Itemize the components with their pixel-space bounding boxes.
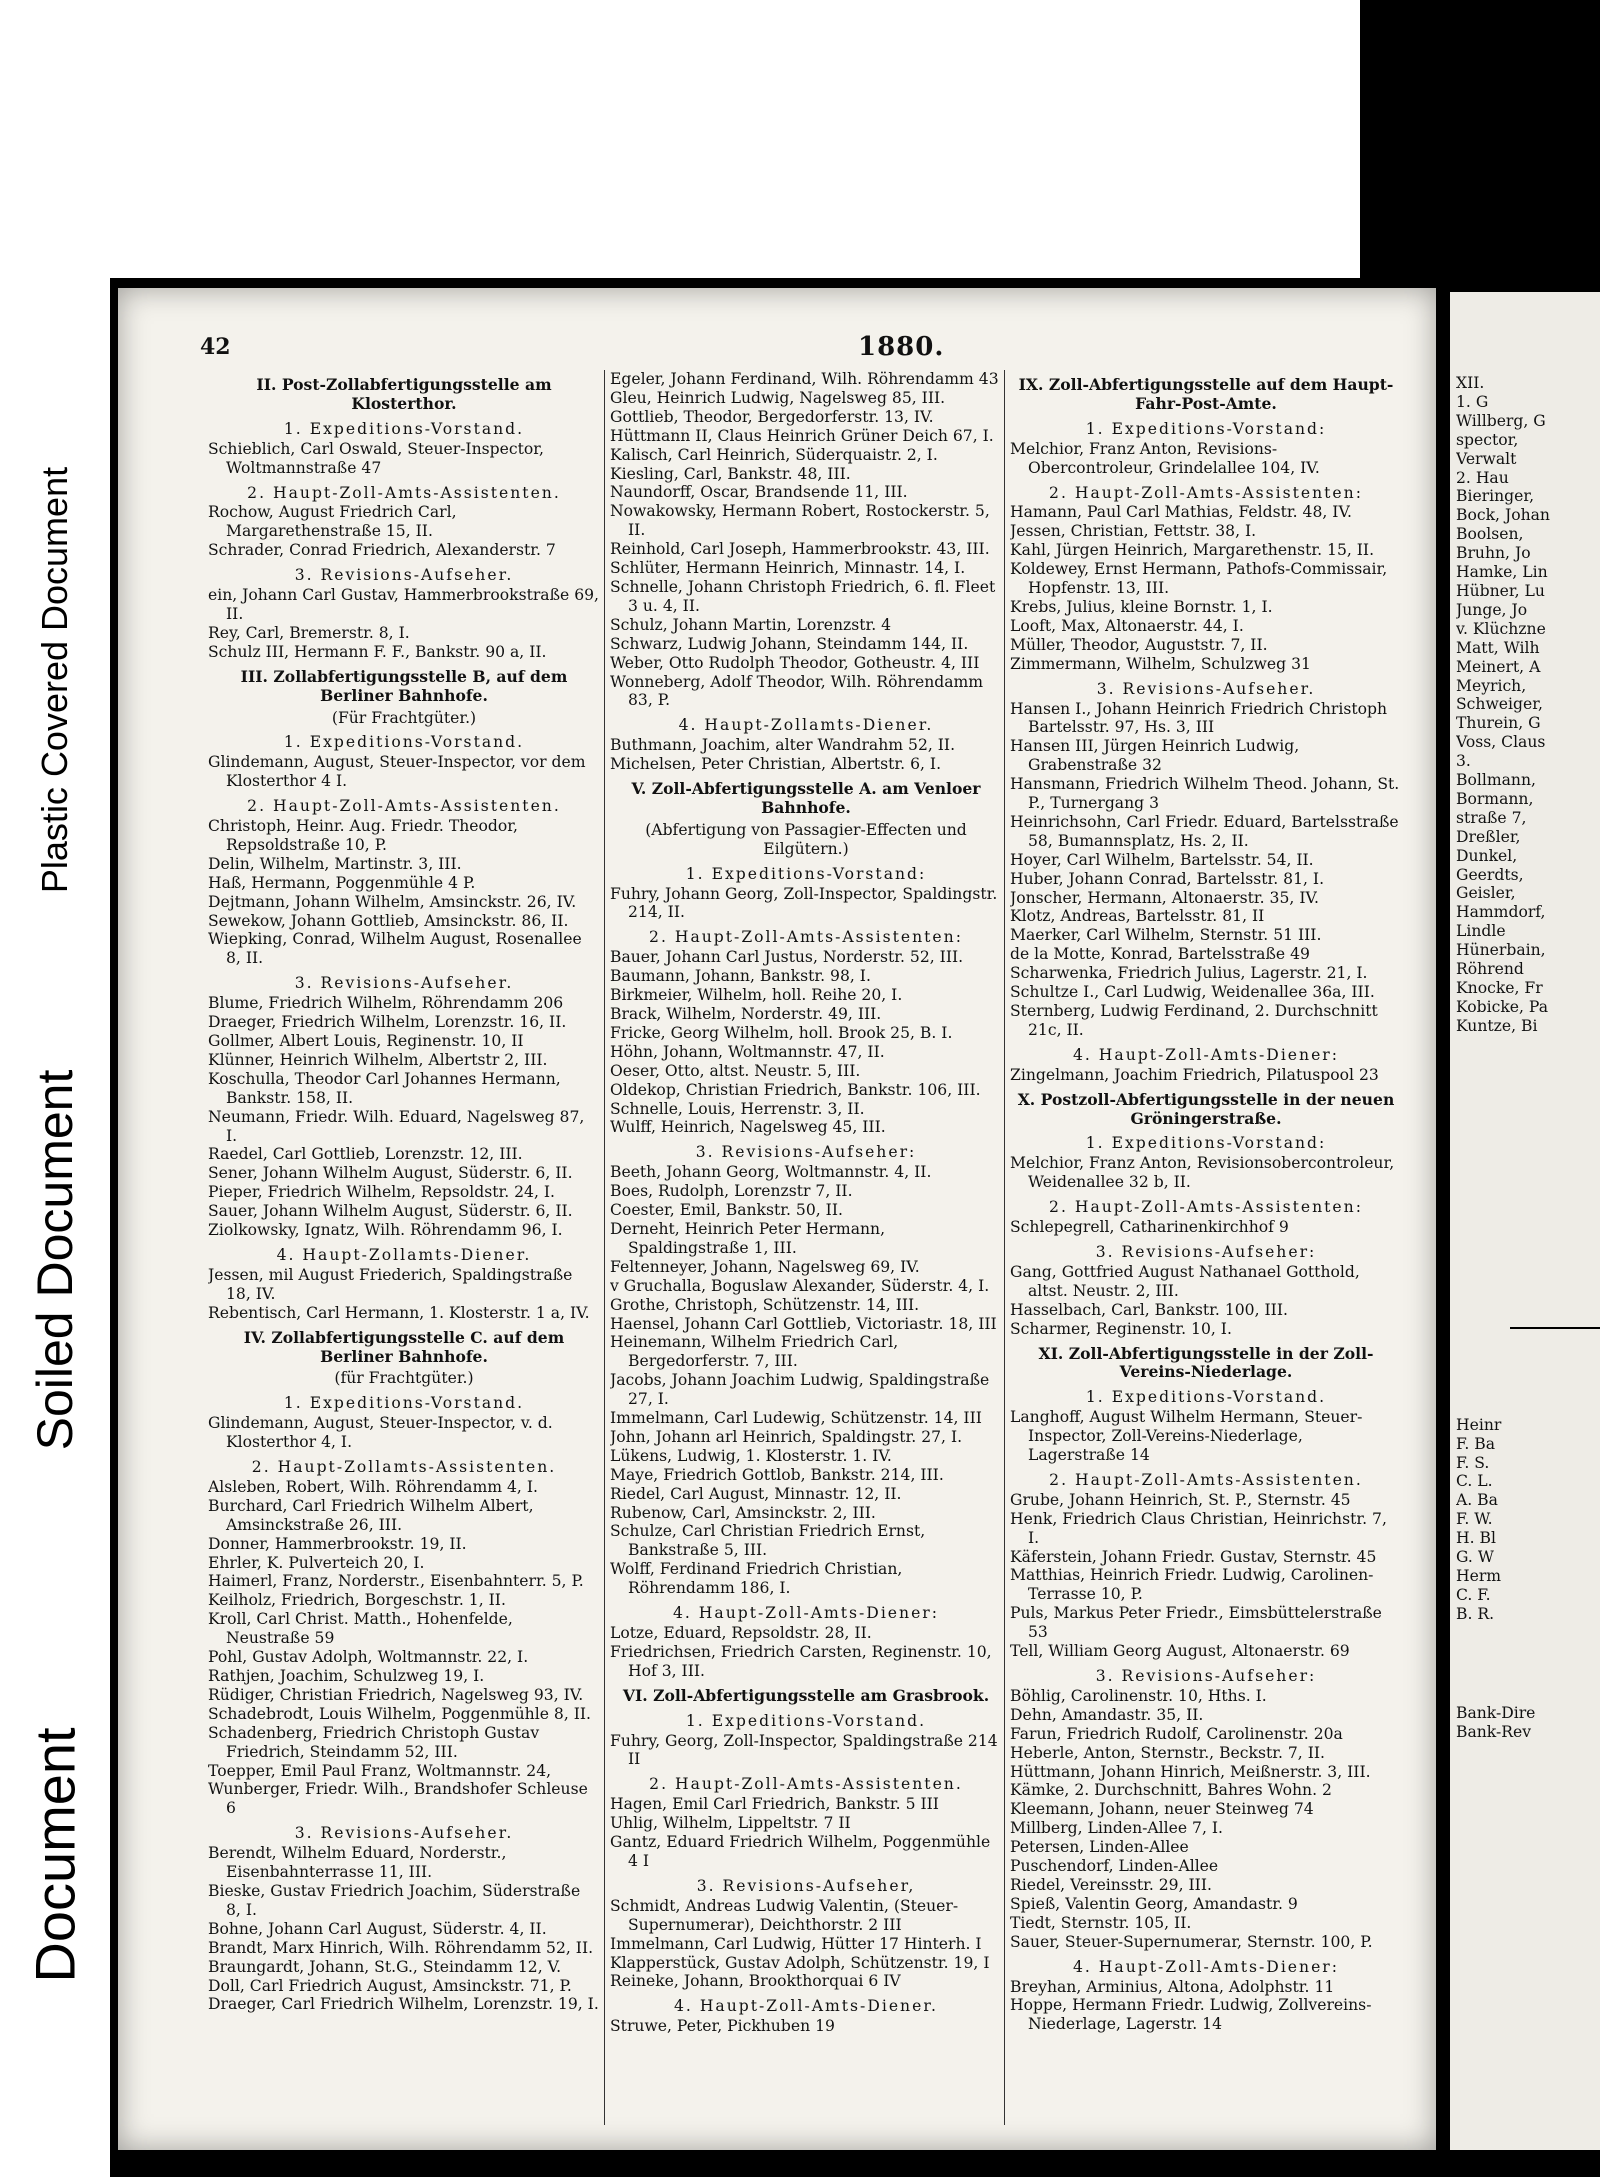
- directory-entry: Feltenneyer, Johann, Nagelsweg 69, IV.: [610, 1257, 920, 1276]
- adjacent-page-fragment: C. F.: [1456, 1585, 1491, 1604]
- subsection-heading: 3. Revisions-Aufseher.: [294, 1824, 514, 1843]
- directory-entry: Langhoff, August Wilhelm Hermann, Steuer-Inspector, Zoll-Vereins-Niederlage, Lagerstraße 14: [1010, 1408, 1363, 1465]
- directory-entry: ein, Johann Carl Gustav, Hammerbrookstraße 69, II.: [208, 586, 599, 623]
- adjacent-page-fragment: Geerdts,: [1456, 865, 1524, 884]
- section-title: III. Zollabfertigungsstelle B, auf dem Berliner Bahnhofe.: [240, 666, 568, 705]
- directory-entry: Jacobs, Johann Joachim Ludwig, Spaldingstraße 27, I.: [610, 1371, 990, 1409]
- directory-entry: Haimerl, Franz, Norderstr., Eisenbahnterr. 5, P.: [208, 1572, 584, 1591]
- adjacent-page-fragment: Verwalt: [1456, 449, 1517, 468]
- directory-entry: Hoyer, Carl Wilhelm, Bartelsstr. 54, II.: [1010, 850, 1314, 869]
- section-title: IV. Zollabfertigungsstelle C. auf dem Berliner Bahnhofe.: [243, 1327, 565, 1366]
- directory-entry: Schulze, Carl Christian Friedrich Ernst, Bankstraße 5, III.: [610, 1522, 926, 1560]
- directory-entry: Koschulla, Theodor Carl Johannes Hermann, Bankstr. 158, II.: [208, 1069, 561, 1107]
- directory-entry: Puls, Markus Peter Friedr., Eimsbüttelerstraße 53: [1010, 1604, 1382, 1642]
- directory-entry: Kämke, 2. Durchschnitt, Bahres Wohn. 2: [1010, 1781, 1332, 1800]
- column-divider: [604, 370, 605, 2125]
- directory-entry: Scharmer, Reginenstr. 10, I.: [1010, 1319, 1232, 1338]
- directory-entry: Grube, Johann Heinrich, St. P., Sternstr. 45: [1010, 1490, 1351, 1509]
- adjacent-page-fragment: F. S.: [1456, 1453, 1490, 1472]
- directory-entry: Coester, Emil, Bankstr. 50, II.: [610, 1201, 843, 1220]
- adjacent-page-fragments: [1456, 374, 1600, 1742]
- directory-entry: Egeler, Johann Ferdinand, Wilh. Röhrendamm 43: [610, 370, 999, 388]
- adjacent-page-fragment: B. R.: [1456, 1604, 1495, 1623]
- subsection-heading: 4. Haupt-Zollamts-Diener.: [276, 1245, 532, 1264]
- directory-entry: Haß, Hermann, Poggenmühle 4 P.: [208, 873, 476, 892]
- subsection-heading: 2. Haupt-Zoll-Amts-Assistenten.: [247, 483, 561, 502]
- directory-entry: Jessen, mil August Friederich, Spaldingstraße 18, IV.: [208, 1265, 573, 1303]
- directory-entry: Müller, Theodor, Auguststr. 7, II.: [1010, 635, 1268, 654]
- section-note: (Für Frachtgüter.): [331, 708, 477, 727]
- adjacent-page-fragment: Voss, Claus: [1456, 733, 1546, 752]
- directory-entry: Riedel, Carl August, Minnastr. 12, II.: [610, 1484, 902, 1503]
- directory-entry: Ehrler, K. Pulverteich 20, I.: [208, 1553, 425, 1572]
- adjacent-page-fragment: F. Ba: [1456, 1434, 1496, 1453]
- directory-entry: Brandt, Marx Hinrich, Wilh. Röhrendamm 52, II.: [208, 1938, 594, 1957]
- adjacent-page-fragment: Bormann,: [1456, 789, 1534, 808]
- directory-entry: Zingelmann, Joachim Friedrich, Pilatuspool 23: [1010, 1065, 1379, 1084]
- directory-entry: Kroll, Carl Christ. Matth., Hohenfelde, Neustraße 59: [208, 1610, 513, 1648]
- section-title: V. Zoll-Abfertigungsstelle A. am Venloer Bahnhofe.: [631, 779, 981, 817]
- directory-entry: Fuhry, Georg, Zoll-Inspector, Spaldingstraße 214 II: [610, 1731, 998, 1769]
- directory-entry: Schulz III, Hermann F. F., Bankstr. 90 a, II.: [208, 642, 547, 661]
- directory-entry: John, Johann arl Heinrich, Spaldingstr. 27, I.: [610, 1427, 963, 1446]
- directory-entry: Schlepegrell, Catharinenkirchhof 9: [1010, 1218, 1289, 1237]
- directory-entry: Draeger, Carl Friedrich Wilhelm, Lorenzstr. 19, I.: [208, 1995, 599, 2014]
- subsection-heading: 3. Revisions-Aufseher:: [695, 1143, 917, 1162]
- directory-entry: Puschendorf, Linden-Allee: [1010, 1857, 1219, 1876]
- directory-entry: Schlüter, Hermann Heinrich, Minnastr. 14, I.: [610, 559, 966, 578]
- directory-entry: Uhlig, Wilhelm, Lippeltstr. 7 II: [610, 1814, 851, 1833]
- directory-entry: Kiesling, Carl, Bankstr. 48, III.: [610, 464, 851, 483]
- directory-entry: Wunberger, Friedr. Wilh., Brandshofer Schleuse 6: [208, 1780, 588, 1818]
- directory-entry: Reinhold, Carl Joseph, Hammerbrookstr. 43, III.: [610, 540, 990, 559]
- subsection-heading: 1. Expeditions-Vorstand.: [1085, 1388, 1327, 1407]
- directory-entry: Schulz, Johann Martin, Lorenzstr. 4: [610, 615, 892, 634]
- directory-entry: v Gruchalla, Boguslaw Alexander, Süderstr. 4, I.: [610, 1276, 990, 1295]
- directory-entry: Melchior, Franz Anton, Revisionsobercontroleur, Weidenallee 32 b, II.: [1010, 1154, 1395, 1192]
- directory-entry: Bauer, Johann Carl Justus, Norderstr. 52, III.: [610, 948, 964, 967]
- scan-label-strip: [0, 0, 110, 2177]
- directory-entry: Immelmann, Carl Ludewig, Schützenstr. 14, III: [610, 1409, 982, 1428]
- directory-entry: Kahl, Jürgen Heinrich, Margarethenstr. 15, II.: [1010, 541, 1375, 560]
- directory-entry: Hagen, Emil Carl Friedrich, Bankstr. 5 III: [610, 1795, 939, 1814]
- directory-entry: Looft, Max, Altonaerstr. 44, I.: [1010, 616, 1244, 635]
- directory-entry: Reineke, Johann, Brookthorquai 6 IV: [610, 1972, 901, 1991]
- directory-page: [118, 288, 1436, 2150]
- directory-entry: Weber, Otto Rudolph Theodor, Gotheustr. 4, III: [610, 653, 980, 672]
- directory-entry: Gleu, Heinrich Ludwig, Nagelsweg 85, III.: [610, 388, 946, 407]
- adjacent-page-fragment: Matt, Wilh: [1456, 638, 1540, 657]
- directory-entry: Scharwenka, Friedrich Julius, Lagerstr. 21, I.: [1010, 964, 1368, 983]
- adjacent-page-fragment: v. Klüchzne: [1456, 619, 1546, 638]
- directory-entry: Haensel, Johann Carl Gottlieb, Victoriastr. 18, III: [610, 1314, 997, 1333]
- soiled-document-label: Soiled Document: [27, 1069, 83, 1451]
- section-note: (Abfertigung von Passagier-Effecten und Eilgütern.): [645, 820, 967, 858]
- directory-entry: Heberle, Anton, Sternstr., Beckstr. 7, II.: [1010, 1743, 1325, 1762]
- adjacent-page-fragment: Hünerbain,: [1456, 941, 1546, 960]
- directory-entry: Birkmeier, Wilhelm, holl. Reihe 20, I.: [610, 986, 903, 1005]
- adjacent-page-fragment: Thurein, G: [1456, 714, 1541, 733]
- subsection-heading: 1. Expeditions-Vorstand.: [283, 419, 525, 438]
- directory-entry: Hansmann, Friedrich Wilhelm Theod. Johann, St. P., Turnergang 3: [1010, 775, 1400, 813]
- section-title: VI. Zoll-Abfertigungsstelle am Grasbrook.: [622, 1685, 990, 1705]
- adjacent-page-fragment: Bollmann,: [1456, 771, 1536, 790]
- subsection-heading: 1. Expeditions-Vorstand.: [283, 733, 525, 752]
- directory-entry: Klotz, Andreas, Bartelsstr. 81, II: [1010, 907, 1265, 926]
- directory-entry: Hansen I., Johann Heinrich Friedrich Christoph Bartelsstr. 97, Hs. 3, III: [1010, 699, 1387, 737]
- directory-entry: Berendt, Wilhelm Eduard, Norderstr., Eisenbahnterrasse 11, III.: [208, 1844, 507, 1882]
- directory-entry: Schmidt, Andreas Ludwig Valentin, (Steuer-Supernumerar), Deichthorstr. 2 III: [610, 1896, 959, 1934]
- subsection-heading: 4. Haupt-Zollamts-Diener.: [678, 716, 934, 735]
- adjacent-page-fragment: Heinr: [1456, 1415, 1502, 1434]
- column-1: [208, 370, 600, 2130]
- directory-entry: Grothe, Christoph, Schützenstr. 14, III.: [610, 1295, 920, 1314]
- directory-entry: Naundorff, Oscar, Brandsende 11, III.: [610, 483, 908, 502]
- directory-entry: Heinemann, Wilhelm Friedrich Carl, Bergedorferstr. 7, III.: [610, 1333, 899, 1371]
- subsection-heading: 1. Expeditions-Vorstand.: [283, 1394, 525, 1413]
- directory-entry: Hasselbach, Carl, Bankstr. 100, III.: [1010, 1300, 1288, 1319]
- directory-entry: Spieß, Valentin Georg, Amandastr. 9: [1010, 1894, 1298, 1913]
- directory-entry: Michelsen, Peter Christian, Albertstr. 6, I.: [610, 755, 942, 774]
- directory-entry: Gottlieb, Theodor, Bergedorferstr. 13, IV.: [610, 407, 934, 426]
- directory-entry: Glindemann, August, Steuer-Inspector, v. d. Klosterthor 4, I.: [208, 1414, 553, 1452]
- adjacent-page-fragment: 3.: [1456, 752, 1471, 771]
- directory-entry: Delin, Wilhelm, Martinstr. 3, III.: [208, 854, 462, 873]
- adjacent-page-fragment: Bank-Dire: [1456, 1703, 1536, 1722]
- subsection-heading: 4. Haupt-Zoll-Amts-Diener:: [1072, 1957, 1340, 1976]
- directory-entry: Friedrichsen, Friedrich Carsten, Reginenstr. 10, Hof 3, III.: [610, 1642, 992, 1680]
- subsection-heading: 2. Haupt-Zoll-Amts-Assistenten:: [649, 928, 963, 947]
- directory-entry: Doll, Carl Friedrich August, Amsinckstr. 71, P.: [208, 1976, 572, 1995]
- directory-entry: Kleemann, Johann, neuer Steinweg 74: [1010, 1800, 1314, 1819]
- directory-entry: Schadenberg, Friedrich Christoph Gustav Friedrich, Steindamm 52, III.: [208, 1723, 540, 1761]
- subsection-heading: 3. Revisions-Aufseher.: [1096, 679, 1316, 698]
- directory-entry: Boes, Rudolph, Lorenzstr 7, II.: [610, 1182, 853, 1201]
- directory-entry: Baumann, Johann, Bankstr. 98, I.: [610, 967, 871, 986]
- directory-entry: Neumann, Friedr. Wilh. Eduard, Nagelsweg 87, I.: [208, 1107, 585, 1145]
- directory-entry: Rathjen, Joachim, Schulzweg 19, I.: [208, 1667, 485, 1685]
- directory-entry: Pieper, Friedrich Wilhelm, Repsoldstr. 24, I.: [208, 1183, 556, 1202]
- subsection-heading: 2. Haupt-Zollamts-Assistenten.: [251, 1458, 557, 1477]
- directory-entry: Schnelle, Johann Christoph Friedrich, 6. fl. Fleet 3 u. 4, II.: [610, 577, 996, 615]
- directory-entry: Braungardt, Johann, St.G., Steindamm 12, V.: [208, 1957, 562, 1976]
- adjacent-page-fragment: G. W: [1456, 1548, 1494, 1567]
- directory-entry: Zimmermann, Wilhelm, Schulzweg 31: [1010, 654, 1311, 673]
- directory-entry: Matthias, Heinrich Friedr. Ludwig, Carolinen-Terrasse 10, P.: [1010, 1566, 1374, 1604]
- column-divider: [1004, 370, 1005, 2125]
- plastic-covered-label: Plastic Covered Document: [34, 466, 75, 894]
- directory-entry: Draeger, Friedrich Wilhelm, Lorenzstr. 16, II.: [208, 1013, 567, 1032]
- section-title: II. Post-Zollabfertigungsstelle am Klosterthor.: [256, 375, 552, 413]
- directory-entry: Glindemann, August, Steuer-Inspector, vor dem Klosterthor 4 I.: [208, 753, 586, 791]
- directory-entry: Klünner, Heinrich Wilhelm, Albertstr 2, III.: [208, 1050, 548, 1069]
- directory-entry: Ziolkowsky, Ignatz, Wilh. Röhrendamm 96, I.: [208, 1221, 563, 1240]
- directory-entry: Tell, William Georg August, Altonaerstr. 69: [1010, 1642, 1350, 1661]
- directory-entry: Schieblich, Carl Oswald, Steuer-Inspector, Woltmannstraße 47: [208, 439, 544, 477]
- directory-entry: Hamann, Paul Carl Mathias, Feldstr. 48, IV.: [1010, 503, 1352, 522]
- directory-entry: Lükens, Ludwig, 1. Klosterstr. 1. IV.: [610, 1446, 892, 1465]
- directory-entry: Oeser, Otto, altst. Neustr. 5, III.: [610, 1061, 861, 1080]
- subsection-heading: 3. Revisions-Aufseher:: [1095, 1667, 1317, 1685]
- directory-entry: Rochow, August Friedrich Carl, Margarethenstraße 15, II.: [208, 503, 457, 541]
- directory-entry: Hüttmann II, Claus Heinrich Grüner Deich 67, I.: [610, 426, 994, 445]
- directory-entry: Henk, Friedrich Claus Christian, Heinrichstr. 7, I.: [1010, 1509, 1387, 1547]
- adjacent-page-fragment: 1. G: [1456, 392, 1489, 411]
- directory-entry: Schadebrodt, Louis Wilhelm, Poggenmühle 8, II.: [208, 1704, 592, 1723]
- directory-entry: Sauer, Steuer-Supernumerar, Sternstr. 100, P.: [1010, 1932, 1373, 1951]
- directory-entry: Millberg, Linden-Allee 7, I.: [1010, 1819, 1223, 1838]
- directory-entry: Wulff, Heinrich, Nagelsweg 45, III.: [610, 1118, 886, 1137]
- directory-entry: Maye, Friedrich Gottlob, Bankstr. 214, III.: [610, 1465, 944, 1484]
- adjacent-page-fragment: Willberg, G: [1456, 411, 1546, 430]
- directory-entry: Rey, Carl, Bremerstr. 8, I.: [208, 623, 410, 642]
- directory-entry: Koldewey, Ernst Hermann, Pathofs-Commissair, Hopfenstr. 13, III.: [1010, 560, 1388, 598]
- directory-entry: Sewekow, Johann Gottlieb, Amsinckstr. 86, II.: [208, 911, 569, 930]
- directory-entry: Christoph, Heinr. Aug. Friedr. Theodor, Repsoldstraße 10, P.: [208, 817, 518, 854]
- adjacent-page-fragment: Schweiger,: [1456, 695, 1543, 714]
- adjacent-page-fragment: Geisler,: [1456, 884, 1516, 903]
- document-label: Document: [23, 1727, 87, 1983]
- adjacent-page-fragment: Kuntze, Bi: [1456, 1016, 1538, 1035]
- adjacent-page-fragment: Kobicke, Pa: [1456, 997, 1549, 1016]
- directory-entry: Jessen, Christian, Fettstr. 38, I.: [1010, 522, 1257, 541]
- directory-entry: Buthmann, Joachim, alter Wandrahm 52, II.: [610, 736, 956, 755]
- directory-entry: Schnelle, Louis, Herrenstr. 3, II.: [610, 1099, 865, 1118]
- adjacent-page-fragment: Hamke, Lin: [1456, 563, 1548, 582]
- directory-entry: Blume, Friedrich Wilhelm, Röhrendamm 206: [208, 994, 564, 1013]
- page-number: 42: [200, 334, 231, 360]
- directory-entry: Gantz, Eduard Friedrich Wilhelm, Poggenmühle 4 I: [610, 1833, 991, 1870]
- directory-entry: Huber, Johann Conrad, Bartelsstr. 81, I.: [1010, 869, 1325, 888]
- adjacent-page-fragment: Hübner, Lu: [1456, 581, 1545, 600]
- subsection-heading: 3. Revisions-Aufseher,: [696, 1876, 916, 1895]
- directory-entry: Jonscher, Hermann, Altonaerstr. 35, IV.: [1010, 888, 1319, 907]
- directory-entry: Keilholz, Friedrich, Borgeschstr. 1, II.: [208, 1591, 506, 1610]
- directory-entry: Gollmer, Albert Louis, Reginenstr. 10, II: [208, 1032, 524, 1050]
- page-header: [118, 328, 1436, 368]
- directory-entry: Gang, Gottfried August Nathanael Gotthold, altst. Neustr. 2, III.: [1010, 1262, 1360, 1300]
- directory-entry: Rebentisch, Carl Hermann, 1. Klosterstr. 1 a, IV.: [208, 1303, 590, 1322]
- directory-entry: Wiepking, Conrad, Wilhelm August, Rosenallee 8, II.: [208, 930, 582, 968]
- directory-entry: Sternberg, Ludwig Ferdinand, 2. Durchschnitt 21c, II.: [1010, 1002, 1378, 1039]
- directory-entry: Krebs, Julius, kleine Bornstr. 1, I.: [1010, 597, 1273, 616]
- subsection-heading: 2. Haupt-Zoll-Amts-Assistenten.: [1049, 1470, 1363, 1489]
- directory-entry: Tiedt, Sternstr. 105, II.: [1010, 1913, 1192, 1932]
- directory-entry: Hüttmann, Johann Hinrich, Meißnerstr. 3, III.: [1010, 1762, 1371, 1781]
- adjacent-page-fragment: Boolsen,: [1456, 525, 1524, 544]
- section-note: (für Frachtgüter.): [334, 1369, 474, 1388]
- section-title: XI. Zoll-Abfertigungsstelle in der Zoll-Vereins-Niederlage.: [1038, 1343, 1374, 1382]
- directory-entry: Maerker, Carl Wilhelm, Sternstr. 51 III.: [1010, 926, 1322, 945]
- directory-entry: Dejtmann, Johann Wilhelm, Amsinckstr. 26, IV.: [208, 892, 577, 911]
- adjacent-page-fragment: Röhrend: [1456, 960, 1524, 979]
- directory-entry: Dehn, Amandastr. 35, II.: [1010, 1705, 1204, 1724]
- directory-entry: Nowakowsky, Hermann Robert, Rostockerstr. 5, II.: [610, 502, 990, 540]
- directory-entry: Beeth, Johann Georg, Woltmannstr. 4, II.: [610, 1163, 932, 1182]
- subsection-heading: 2. Haupt-Zoll-Amts-Assistenten:: [1049, 483, 1363, 502]
- adjacent-page-fragment: XII.: [1456, 374, 1485, 392]
- adjacent-page-fragment: Meyrich,: [1456, 676, 1527, 695]
- directory-entry: Lotze, Eduard, Repsoldstr. 28, II.: [610, 1624, 872, 1642]
- adjacent-page-fragment: 2. Hau: [1456, 468, 1509, 487]
- subsection-heading: 4. Haupt-Zoll-Amts-Diener:: [1072, 1045, 1340, 1064]
- adjacent-page-fragment: spector,: [1456, 430, 1519, 449]
- directory-entry: de la Motte, Konrad, Bartelsstraße 49: [1010, 945, 1310, 964]
- directory-entry: Oldekop, Christian Friedrich, Bankstr. 106, III.: [610, 1080, 981, 1099]
- adjacent-page: [1450, 292, 1600, 2150]
- directory-entry: Käferstein, Johann Friedr. Gustav, Sternstr. 45: [1010, 1547, 1377, 1566]
- directory-entry: Hansen III, Jürgen Heinrich Ludwig, Grabenstraße 32: [1010, 737, 1300, 775]
- subsection-heading: 3. Revisions-Aufseher.: [294, 974, 514, 993]
- page-gutter: [1436, 288, 1450, 2150]
- section-title: IX. Zoll-Abfertigungsstelle auf dem Haupt-Fahr-Post-Amte.: [1018, 375, 1394, 413]
- adjacent-page-fragment: Bank-Rev: [1456, 1722, 1532, 1741]
- column-2: [610, 370, 1002, 2130]
- directory-entry: Breyhan, Arminius, Altona, Adolphstr. 11: [1010, 1977, 1335, 1996]
- adjacent-page-fragment: Bock, Johan: [1456, 506, 1550, 525]
- column-3: [1010, 370, 1402, 2130]
- directory-entry: Heinrichsohn, Carl Friedr. Eduard, Bartelsstraße 58, Bumannsplatz, Hs. 2, II.: [1010, 812, 1399, 850]
- directory-entry: Alsleben, Robert, Wilh. Röhrendamm 4, I.: [208, 1477, 538, 1496]
- directory-entry: Bohne, Johann Carl August, Süderstr. 4, II.: [208, 1919, 547, 1938]
- directory-entry: Rüdiger, Christian Friedrich, Nagelsweg 93, IV.: [208, 1685, 584, 1704]
- adjacent-page-fragment: Knocke, Fr: [1456, 979, 1543, 997]
- subsection-heading: 3. Revisions-Aufseher:: [1095, 1242, 1317, 1261]
- directory-entry: Kalisch, Carl Heinrich, Süderquaistr. 2, I.: [610, 445, 938, 464]
- adjacent-page-fragment: Meinert, A: [1456, 657, 1541, 676]
- directory-entry: Schultze I., Carl Ludwig, Weidenallee 36a, III.: [1010, 983, 1375, 1002]
- directory-entry: Sauer, Johann Wilhelm August, Süderstr. 6, II.: [208, 1202, 573, 1221]
- adjacent-page-fragment: Hammdorf,: [1456, 903, 1546, 922]
- directory-entry: Brack, Wilhelm, Norderstr. 49, III.: [610, 1005, 882, 1023]
- directory-entry: Burchard, Carl Friedrich Wilhelm Albert, Amsinckstraße 26, III.: [208, 1496, 534, 1534]
- directory-entry: Fricke, Georg Wilhelm, holl. Brook 25, B. I.: [610, 1023, 953, 1042]
- page-year: 1880.: [858, 332, 945, 362]
- directory-entry: Raedel, Carl Gottlieb, Lorenzstr. 12, III.: [208, 1145, 523, 1164]
- adjacent-page-fragment: Bieringer,: [1456, 487, 1535, 506]
- directory-entry: Struwe, Peter, Pickhuben 19: [610, 2017, 835, 2036]
- subsection-heading: 1. Expeditions-Vorstand.: [685, 1711, 927, 1730]
- subsection-heading: 3. Revisions-Aufseher.: [294, 566, 514, 585]
- directory-entry: Melchior, Franz Anton, Revisions-Obercontroleur, Grindelallee 104, IV.: [1010, 439, 1320, 477]
- adjacent-page-spacer: [1456, 1036, 1600, 1416]
- directory-entry: Schwarz, Ludwig Johann, Steindamm 144, II.: [610, 634, 969, 653]
- directory-entry: Fuhry, Johann Georg, Zoll-Inspector, Spaldingstr. 214, II.: [610, 884, 998, 922]
- adjacent-page-fragment: Lindle: [1456, 922, 1506, 941]
- directory-entry: Böhlig, Carolinenstr. 10, Hths. I.: [1010, 1686, 1267, 1705]
- adjacent-page-fragment: Dreßler,: [1456, 827, 1521, 846]
- directory-entry: Riedel, Vereinsstr. 29, III.: [1010, 1875, 1212, 1894]
- subsection-heading: 1. Expeditions-Vorstand:: [685, 864, 927, 883]
- directory-entry: Derneht, Heinrich Peter Hermann, Spaldingstraße 1, III.: [610, 1219, 886, 1257]
- adjacent-page-rule: [1510, 1327, 1600, 1329]
- subsection-heading: 2. Haupt-Zoll-Amts-Assistenten.: [649, 1775, 963, 1794]
- subsection-heading: 1. Expeditions-Vorstand:: [1085, 419, 1327, 438]
- subsection-heading: 2. Haupt-Zoll-Amts-Assistenten.: [247, 797, 561, 816]
- directory-entry: Rubenow, Carl, Amsinckstr. 2, III.: [610, 1503, 876, 1522]
- adjacent-page-fragment: Herm: [1456, 1566, 1502, 1585]
- adjacent-page-fragment: F. W.: [1456, 1510, 1493, 1529]
- directory-entry: Wolff, Ferdinand Friedrich Christian, Röhrendamm 186, I.: [610, 1560, 903, 1598]
- adjacent-page-fragment: Dunkel,: [1456, 846, 1518, 865]
- directory-entry: Hoppe, Hermann Friedr. Ludwig, Zollvereins-Niederlage, Lagerstr. 14: [1010, 1996, 1372, 2034]
- adjacent-page-fragment: Bruhn, Jo: [1456, 544, 1531, 563]
- adjacent-page-fragment: C. L.: [1456, 1472, 1493, 1491]
- adjacent-page-spacer: [1456, 1624, 1600, 1704]
- directory-entry: Pohl, Gustav Adolph, Woltmannstr. 22, I.: [208, 1648, 529, 1667]
- directory-entry: Wonneberg, Adolf Theodor, Wilh. Röhrendamm 83, P.: [610, 672, 984, 710]
- adjacent-page-fragment: straße 7,: [1456, 808, 1527, 827]
- subsection-heading: 4. Haupt-Zoll-Amts-Diener.: [673, 1997, 939, 2016]
- adjacent-page-fragment: H. Bl: [1456, 1529, 1496, 1548]
- subsection-heading: 2. Haupt-Zoll-Amts-Assistenten:: [1049, 1198, 1363, 1217]
- directory-entry: Farun, Friedrich Rudolf, Carolinenstr. 20a: [1010, 1724, 1343, 1743]
- directory-entry: Klapperstück, Gustav Adolph, Schützenstr. 19, I: [610, 1953, 990, 1972]
- directory-entry: Bieske, Gustav Friedrich Joachim, Süderstraße 8, I.: [208, 1881, 581, 1919]
- directory-entry: Immelmann, Carl Ludwig, Hütter 17 Hinterh. I: [610, 1934, 982, 1953]
- scan-top-margin: [110, 0, 1360, 278]
- directory-entry: Donner, Hammerbrookstr. 19, II.: [208, 1534, 467, 1553]
- section-title: X. Postzoll-Abfertigungsstelle in der neuen Gröningerstraße.: [1017, 1089, 1395, 1128]
- directory-entry: Petersen, Linden-Allee: [1010, 1838, 1189, 1857]
- directory-entry: Höhn, Johann, Woltmannstr. 47, II.: [610, 1042, 885, 1061]
- subsection-heading: 1. Expeditions-Vorstand:: [1085, 1134, 1327, 1153]
- adjacent-page-fragment: A. Ba: [1456, 1491, 1498, 1510]
- directory-entry: Toepper, Emil Paul Franz, Woltmannstr. 24,: [208, 1761, 552, 1780]
- subsection-heading: 4. Haupt-Zoll-Amts-Diener:: [672, 1604, 940, 1623]
- adjacent-page-fragment: Junge, Jo: [1456, 600, 1528, 619]
- directory-entry: Schrader, Conrad Friedrich, Alexanderstr. 7: [208, 541, 556, 560]
- directory-entry: Sener, Johann Wilhelm August, Süderstr. 6, II.: [208, 1164, 573, 1183]
